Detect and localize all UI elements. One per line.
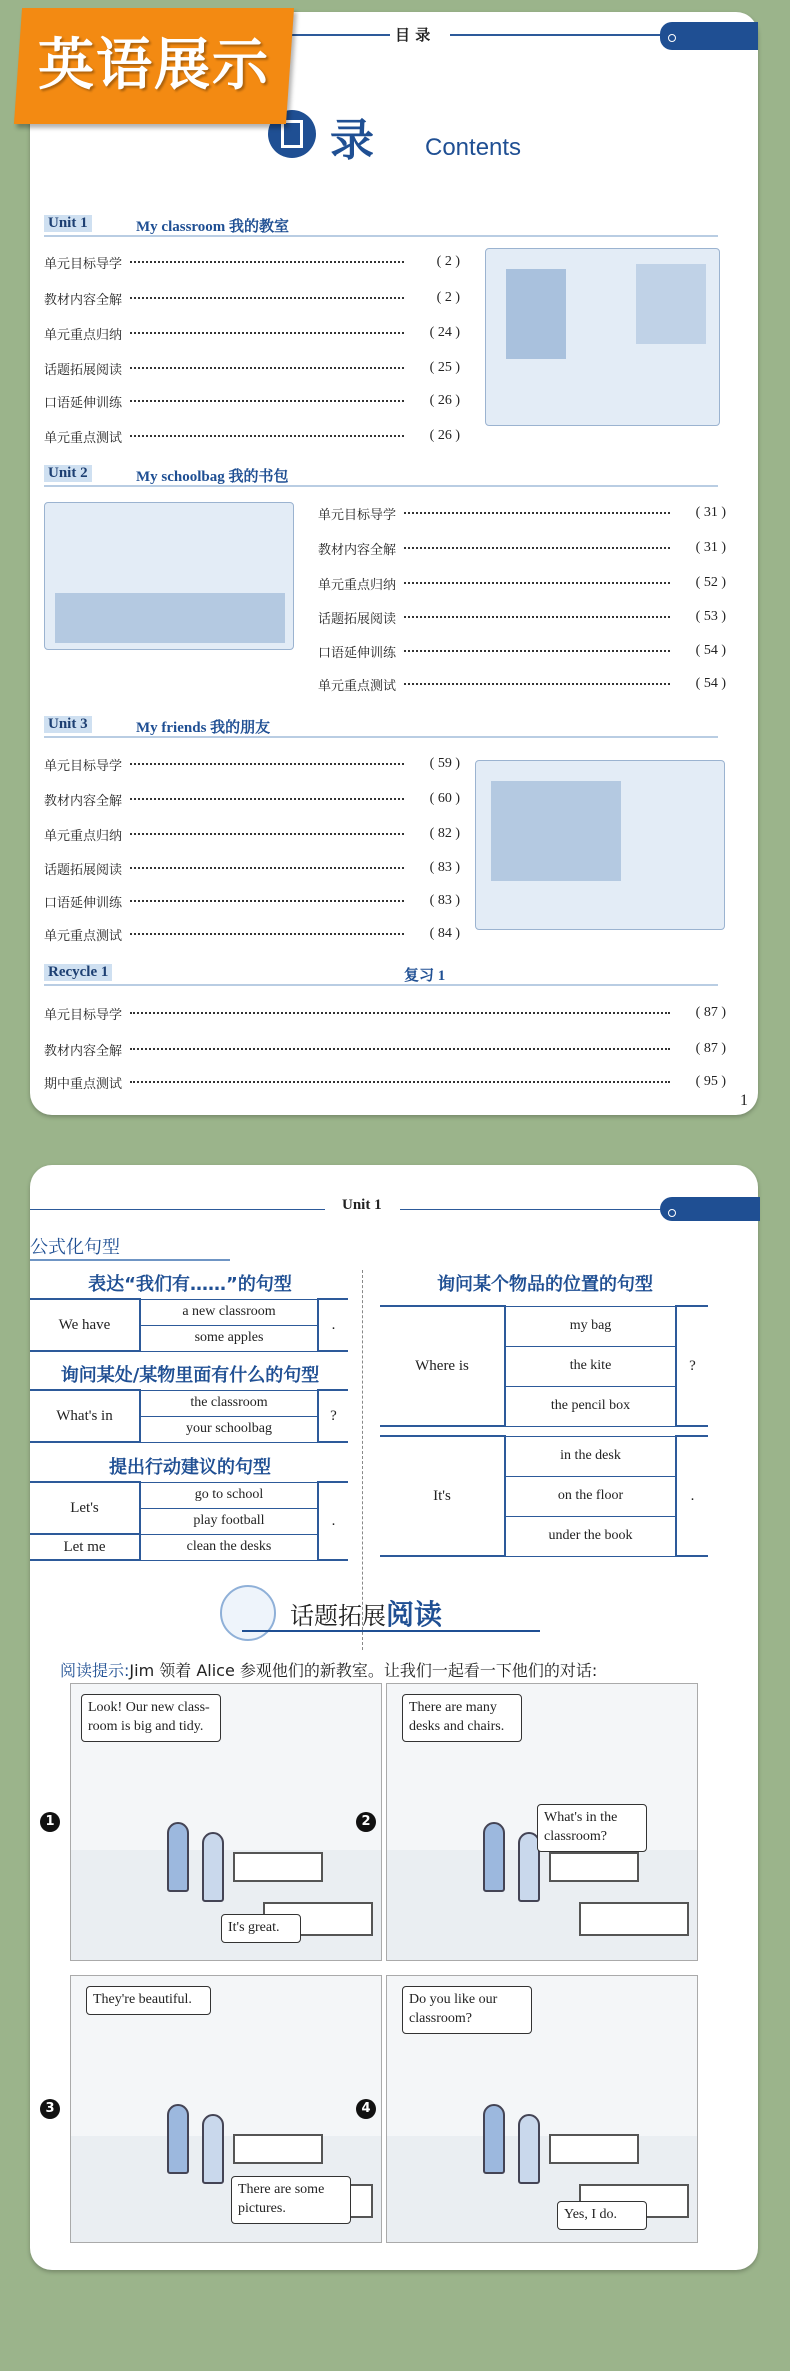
pattern-lead: Let me: [30, 1534, 140, 1560]
toc-entry[interactable]: [44, 923, 460, 945]
toc-entry-title: 单元重点测试: [318, 678, 397, 694]
friends-illustration: [475, 760, 725, 930]
reading-title-text: 话题拓展: [290, 1602, 386, 1630]
unit-heading: [44, 215, 718, 237]
toc-entry[interactable]: [318, 502, 726, 524]
toc-entry-title: 教材内容全解: [44, 1043, 123, 1059]
pattern-end: .: [676, 1436, 708, 1556]
toc-entry[interactable]: [44, 788, 460, 810]
toc-entry-title: 单元重点归纳: [318, 577, 397, 593]
reading-title-em: 阅读: [386, 1598, 443, 1631]
page-header: 目 录: [395, 26, 431, 44]
toc-entry-title: 话题拓展阅读: [44, 862, 123, 878]
pattern-option: your schoolbag: [140, 1416, 318, 1442]
jim-figure: [483, 1822, 505, 1892]
pattern-option: under the book: [505, 1516, 676, 1556]
toc-entry-title: 话题拓展阅读: [44, 362, 123, 378]
toc-entry-title: 口语延伸训练: [44, 395, 123, 411]
dot-leader: [130, 261, 404, 263]
header-tab: [660, 1197, 760, 1221]
toc-entry[interactable]: [44, 1038, 726, 1060]
toc-page: ( 26 ): [429, 393, 460, 408]
unit-title: My friends 我的朋友: [136, 720, 271, 736]
pattern-lead: It's: [380, 1436, 505, 1556]
pattern-table: [30, 1298, 348, 1352]
contents-title-cn: 录: [330, 115, 374, 166]
toc-entry[interactable]: [318, 572, 726, 594]
dot-leader: [130, 297, 404, 299]
jim-figure: [167, 2104, 189, 2174]
unit-label: Unit 3: [44, 716, 92, 733]
toc-entry-title: 单元重点测试: [44, 928, 123, 944]
classroom-illustration: [485, 248, 720, 426]
header-line: [30, 1209, 325, 1210]
pattern-option: clean the desks: [140, 1534, 318, 1560]
toc-page: ( 82 ): [429, 826, 460, 841]
toc-page: ( 53 ): [695, 609, 726, 624]
alice-figure: [202, 2114, 224, 2184]
pattern-end: .: [318, 1299, 348, 1351]
toc-entry-title: 话题拓展阅读: [318, 611, 397, 627]
unit-label: Unit 2: [44, 465, 92, 482]
toc-entry[interactable]: [318, 606, 726, 628]
toc-entry[interactable]: [318, 640, 726, 662]
schoolbag-illustration: [44, 502, 294, 650]
toc-page: ( 25 ): [429, 360, 460, 375]
pattern-end: ?: [318, 1390, 348, 1442]
toc-entry-title: 单元目标导学: [44, 1007, 123, 1023]
toc-page: ( 83 ): [429, 893, 460, 908]
section-title: 公式化句型: [30, 1233, 230, 1261]
toc-page: ( 26 ): [429, 428, 460, 443]
unit-title: My classroom 我的教室: [136, 219, 290, 235]
alice-figure: [202, 1832, 224, 1902]
speech-bubble: Do you like our classroom?: [402, 1986, 532, 2034]
panel-number: 3: [40, 2099, 60, 2119]
pattern-table: [380, 1435, 708, 1557]
dot-leader: [130, 867, 404, 869]
toc-page: ( 52 ): [695, 575, 726, 590]
dot-leader: [130, 400, 404, 402]
pattern-title: 询问某个物品的位置的句型: [437, 1274, 653, 1295]
speech-bubble: What's in the classroom?: [537, 1804, 647, 1852]
pattern-lead: We have: [30, 1299, 140, 1351]
toc-entry[interactable]: [44, 322, 460, 344]
toc-entry-title: 期中重点测试: [44, 1076, 123, 1092]
panel-number: 2: [356, 1812, 376, 1832]
comic-panel: [386, 1683, 698, 1961]
panel-number: 4: [356, 2099, 376, 2119]
pattern-option: the classroom: [140, 1390, 318, 1416]
jim-figure: [483, 2104, 505, 2174]
toc-entry[interactable]: [44, 287, 460, 309]
unit-label: Recycle 1: [44, 964, 112, 981]
pattern-title: 询问某处/某物里面有什么的句型: [60, 1365, 320, 1386]
dot-leader: [130, 900, 404, 902]
panel-number: 1: [40, 1812, 60, 1832]
toc-entry[interactable]: [318, 537, 726, 559]
pattern-option: some apples: [140, 1325, 318, 1351]
speech-bubble: There are some pictures.: [231, 2176, 351, 2224]
dot-leader: [130, 1048, 670, 1050]
comic-panel: [70, 1683, 382, 1961]
pattern-table: [380, 1305, 708, 1427]
toc-page: ( 87 ): [695, 1005, 726, 1020]
unit-title: 复习 1: [404, 968, 446, 984]
comic-panel: [70, 1975, 382, 2243]
toc-entry-title: 口语延伸训练: [318, 645, 397, 661]
toc-entry-title: 口语延伸训练: [44, 895, 123, 911]
toc-page: ( 31 ): [695, 540, 726, 555]
dot-leader: [404, 582, 670, 584]
dot-leader: [130, 332, 404, 334]
dot-leader: [130, 367, 404, 369]
page-number: 1: [740, 1092, 748, 1109]
pattern-option: play football: [140, 1508, 318, 1534]
toc-entry-title: 单元目标导学: [44, 758, 123, 774]
speech-bubble: Look! Our new class-room is big and tidy.: [81, 1694, 221, 1742]
pattern-option: a new classroom: [140, 1299, 318, 1325]
dot-leader: [130, 933, 404, 935]
pattern-option: the kite: [505, 1346, 676, 1386]
unit-label: Unit 1: [44, 215, 92, 232]
toc-entry-title: 教材内容全解: [44, 793, 123, 809]
toc-entry-title: 单元重点归纳: [44, 327, 123, 343]
toc-entry-title: 教材内容全解: [318, 542, 397, 558]
pattern-lead: What's in: [30, 1390, 140, 1442]
toc-page: ( 59 ): [429, 756, 460, 771]
contents-title-en: Contents: [425, 134, 522, 161]
unit-heading: [44, 465, 718, 487]
hint-text: Jim 领着 Alice 参观他们的新教室。让我们一起看一下他们的对话:: [129, 1661, 598, 1680]
speech-bubble: There are many desks and chairs.: [402, 1694, 522, 1742]
pattern-end: .: [318, 1482, 348, 1560]
dot-leader: [130, 763, 404, 765]
hint-label: 阅读提示:: [60, 1661, 130, 1680]
header-line: [450, 34, 690, 36]
pattern-table: [30, 1481, 348, 1561]
dot-leader: [130, 798, 404, 800]
pattern-option: the pencil box: [505, 1386, 676, 1426]
alice-figure: [518, 2114, 540, 2184]
dot-leader: [404, 683, 670, 685]
unit-heading: [44, 964, 718, 986]
toc-entry-title: 单元目标导学: [44, 256, 123, 272]
speech-bubble: It's great.: [221, 1914, 301, 1943]
dot-leader: [130, 435, 404, 437]
toc-page: ( 87 ): [695, 1041, 726, 1056]
unit-page: [30, 1165, 758, 2270]
dot-leader: [130, 1081, 670, 1083]
dot-leader: [404, 650, 670, 652]
toc-page: ( 31 ): [695, 505, 726, 520]
toc-entry[interactable]: [44, 251, 460, 273]
toc-page: ( 2 ): [436, 290, 460, 305]
speech-bubble: Yes, I do.: [557, 2201, 647, 2230]
jim-figure: [167, 1822, 189, 1892]
toc-entry[interactable]: [44, 890, 460, 912]
reading-title: [290, 1593, 442, 1633]
unit-heading: [44, 716, 718, 738]
toc-entry[interactable]: [44, 857, 460, 879]
toc-entry[interactable]: [44, 1071, 726, 1093]
toc-entry[interactable]: [44, 1002, 726, 1024]
toc-page: ( 60 ): [429, 791, 460, 806]
dot-leader: [404, 512, 670, 514]
banner: [14, 8, 294, 124]
reading-underline: [242, 1630, 540, 1632]
page-header: Unit 1: [342, 1197, 382, 1213]
reading-hint: [60, 1658, 597, 1681]
pattern-title: 表达“我们有……”的句型: [88, 1274, 292, 1295]
toc-page: ( 54 ): [695, 676, 726, 691]
pattern-end: ?: [676, 1306, 708, 1426]
toc-page: ( 95 ): [695, 1074, 726, 1089]
toc-entry[interactable]: [318, 673, 726, 695]
pattern-option: my bag: [505, 1306, 676, 1346]
header-line: [280, 34, 390, 36]
toc-entry[interactable]: [44, 357, 460, 379]
toc-entry[interactable]: [44, 753, 460, 775]
unit-title: My schoolbag 我的书包: [136, 469, 289, 485]
boy-mascot-icon: [220, 1585, 276, 1641]
dot-leader: [404, 616, 670, 618]
toc-entry-title: 教材内容全解: [44, 292, 123, 308]
toc-entry[interactable]: [44, 823, 460, 845]
toc-page: ( 83 ): [429, 860, 460, 875]
toc-entry-title: 单元目标导学: [318, 507, 397, 523]
toc-entry-title: 单元重点归纳: [44, 828, 123, 844]
toc-page: ( 54 ): [695, 643, 726, 658]
pattern-table: [30, 1389, 348, 1443]
toc-entry-title: 单元重点测试: [44, 430, 123, 446]
dot-leader: [130, 833, 404, 835]
comic-panel: [386, 1975, 698, 2243]
pattern-option: in the desk: [505, 1436, 676, 1476]
contents-page: [30, 12, 758, 1115]
pattern-option: go to school: [140, 1482, 318, 1508]
pattern-lead: Where is: [380, 1306, 505, 1426]
speech-bubble: They're beautiful.: [86, 1986, 211, 2015]
pattern-title: 提出行动建议的句型: [109, 1457, 271, 1478]
banner-text: 英语展示: [38, 33, 270, 98]
toc-entry[interactable]: [44, 390, 460, 412]
header-tab: [660, 22, 758, 50]
toc-page: ( 84 ): [429, 926, 460, 941]
pattern-option: on the floor: [505, 1476, 676, 1516]
pattern-lead: Let's: [30, 1482, 140, 1534]
toc-page: ( 24 ): [429, 325, 460, 340]
toc-entry[interactable]: [44, 425, 460, 447]
dot-leader: [404, 547, 670, 549]
toc-page: ( 2 ): [436, 254, 460, 269]
dot-leader: [130, 1012, 670, 1014]
header-line: [400, 1209, 680, 1210]
